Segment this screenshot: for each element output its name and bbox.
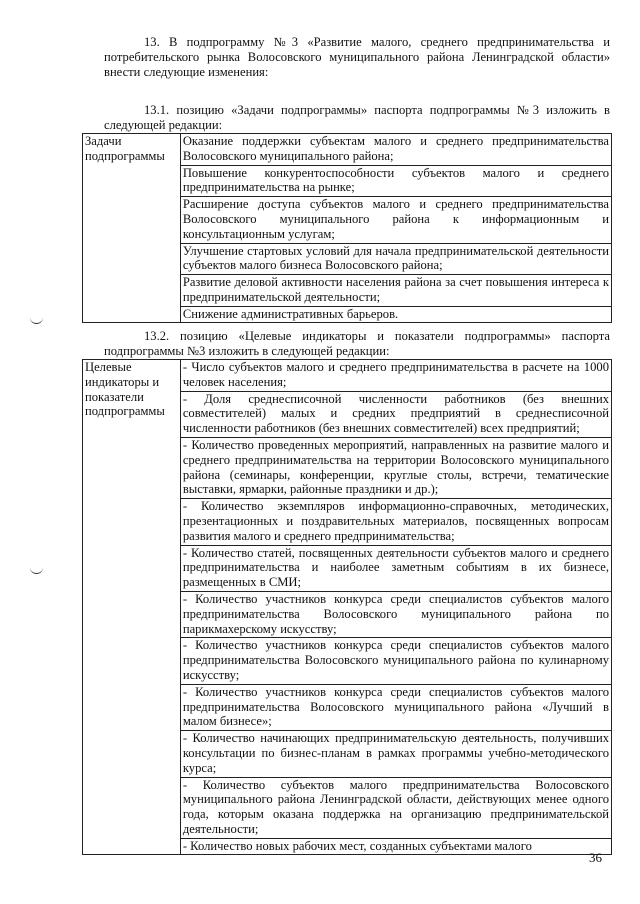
section-13-1-heading: 13.1. позицию «Задачи подпрограммы» паспорта подпрограммы №3 изложить в следующей редакции: bbox=[104, 103, 610, 132]
page-number: 36 bbox=[589, 850, 602, 865]
tasks-content bbox=[180, 134, 611, 323]
tasks-label: Задачи подпрограммы bbox=[83, 134, 181, 323]
indicator-item: - Количество участников конкурса среди специалистов субъектов малого предпринимательства Волосовского муниципального района по кулинарному искусству; bbox=[181, 638, 611, 684]
task-item: Улучшение стартовых условий для начала предпринимательской деятельности субъектов малого бизнеса Волосовского района; bbox=[181, 244, 611, 276]
tasks-table bbox=[82, 133, 612, 323]
binding-mark bbox=[30, 566, 43, 574]
indicator-item: - Количество субъектов малого предпринимательства Волосовского муниципального района Ленинградской области, действующих менее одного года, которым оказана поддержка на организацию предпринимательской деятельности; bbox=[181, 778, 611, 839]
indicators-content bbox=[180, 360, 611, 855]
indicator-item: - Доля среднесписочной численности работников (без внешних совместителей) малых и средних предприятий в среднесписочной численности работников (без внешних совместителей) всех предприятий; bbox=[181, 392, 611, 438]
binding-mark bbox=[30, 316, 43, 324]
indicator-item: - Количество новых рабочих мест, созданных субъектами малого bbox=[182, 838, 532, 853]
indicators-label: Целевые индикаторы и показатели подпрограммы bbox=[83, 360, 181, 855]
indicator-item: - Количество участников конкурса среди специалистов субъектов малого предпринимательства Волосовского муниципального района «Лучший в малом бизнесе»; bbox=[181, 685, 611, 731]
amendment-intro: 13. В подпрограмму №3 «Развитие малого, среднего предпринимательства и потребительского рынка Волосовского муниципального района Ленинградской области» внести следующие изменения: bbox=[104, 35, 610, 79]
indicators-table bbox=[82, 359, 612, 855]
task-item: Повышение конкурентоспособности субъектов малого и среднего предпринимательства на рынке; bbox=[181, 166, 611, 198]
indicator-item: - Количество начинающих предпринимательскую деятельность, получивших консультации по бизнес-планам в рамках программы учебно-методического курса; bbox=[181, 731, 611, 777]
indicator-item: - Количество статей, посвященных деятельности субъектов малого и среднего предпринимательства и наиболее заметным событиям в их бизнесе, размещенных в СМИ; bbox=[181, 546, 611, 592]
task-item: Расширение доступа субъектов малого и среднего предпринимательства Волосовского муниципального района к информационным и консультационным услугам; bbox=[181, 197, 611, 243]
task-item: Развитие деловой активности населения района за счет повышения интереса к предпринимательской деятельности; bbox=[181, 275, 611, 307]
section-13-2-heading: 13.2. позицию «Целевые индикаторы и показатели подпрограммы» паспорта подпрограммы №3 изложить в следующей редакции: bbox=[104, 329, 610, 358]
task-item: Снижение административных барьеров. bbox=[182, 306, 399, 321]
indicator-item: - Число субъектов малого и среднего предпринимательства в расчете на 1000 человек населения; bbox=[181, 360, 611, 392]
indicator-item: - Количество участников конкурса среди специалистов субъектов малого предпринимательства Волосовского муниципального района по парикмахерскому искусству; bbox=[181, 592, 611, 638]
indicator-item: - Количество проведенных мероприятий, направленных на развитие малого и среднего предпринимательства на территории Волосовского муниципального района (семинары, конференции, круглые столы, встречи, тематические выставки, ярмарки, районные праздники и др.); bbox=[181, 438, 611, 499]
indicator-item: - Количество экземпляров информационно-справочных, методических, презентационных и поздравительных материалов, посвященных вопросам развития малого и среднего предпринимательства; bbox=[181, 499, 611, 545]
task-item: Оказание поддержки субъектам малого и среднего предпринимательства Волосовского муниципального района; bbox=[181, 134, 611, 166]
